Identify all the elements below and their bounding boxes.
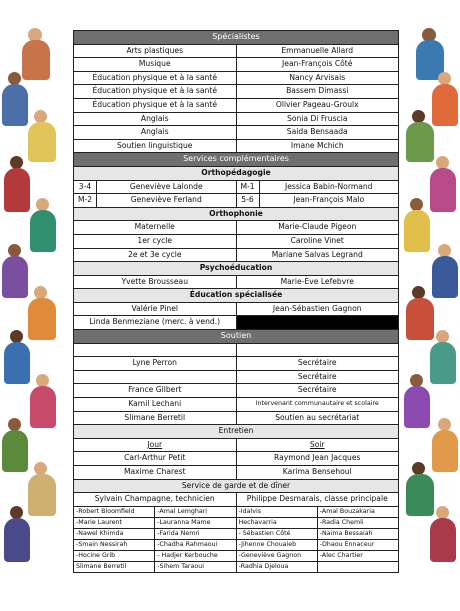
- table-row: Slimane Berretil Soutien au secrétariat: [74, 411, 398, 425]
- table-row: [74, 343, 398, 357]
- table-row: Maxime Charest Karima Bensehoul: [74, 465, 398, 479]
- table-row: Jour Soir: [74, 438, 398, 452]
- table-row: Anglais Sonia Di Fruscia: [74, 112, 398, 126]
- table-row: Maternelle Marie-Claude Pigeon: [74, 220, 398, 234]
- table-row: -Hocine Grib - Hadjer Kerbouche -Geneviève Gagnon -Alec Chartier: [74, 550, 398, 561]
- table-row: France Gilbert Secrétaire: [74, 383, 398, 397]
- table-row: 2e et 3e cycle Mariane Salvas Legrand: [74, 248, 398, 262]
- table-row: Soutien linguistique Imane Mchich: [74, 139, 398, 153]
- table-row: Musique Jean-François Côté: [74, 57, 398, 71]
- table-row: Slimane Berretil -Sihem Taraoui -Radhia Djeloua: [74, 561, 398, 572]
- table-row: Arts plastiques Emmanuelle Allard: [74, 44, 398, 58]
- section-header-soutien: Soutien: [74, 329, 398, 343]
- table-row: Lyne Perron Secrétaire: [74, 356, 398, 370]
- table-row: M-2 Geneviève Ferland 5-6 Jean-François Malo: [74, 193, 398, 207]
- table-row: Éducation physique et à la santé Bassem Dimassi: [74, 84, 398, 98]
- section-header-specialistes: Spécialistes: [74, 31, 398, 44]
- table-row: -Smain Nessirah -Chadha Rahmaoui -Jihenne Chouaieb -Dhaou Ennaceur: [74, 539, 398, 550]
- right-people-illustration: [398, 28, 460, 573]
- table-row: -Nawel Khimda -Farida Nemri - Sébastien Côté -Naima Bessaiah: [74, 528, 398, 539]
- subsection-header-garde: Service de garde et de dîner: [74, 479, 398, 493]
- table-row: Yvette Brousseau Marie-Ève Lefebvre: [74, 275, 398, 289]
- table-row: Anglais Saida Bensaada: [74, 125, 398, 139]
- table-row: 1er cycle Caroline Vinet: [74, 234, 398, 248]
- table-row: Éducation physique et à la santé Olivier Pageau-Groulx: [74, 98, 398, 112]
- subsection-header-orthopedagogie: Orthopédagogie: [74, 166, 398, 180]
- table-row: Secrétaire: [74, 370, 398, 384]
- table-row: -Robert Bloomfield -Amal Lemghari -Idalvis -Amal Bouzakaria: [74, 506, 398, 517]
- subsection-header-entretien: Entretien: [74, 424, 398, 438]
- table-row: Kamil Lechani Intervenant communautaire et scolaire: [74, 397, 398, 411]
- table-row: Sylvain Champagne, technicien Philippe Desmarais, classe principale: [74, 492, 398, 506]
- table-row: Éducation physique et à la santé Nancy Arvisais: [74, 71, 398, 85]
- subsection-header-psychoeducation: Psychoéducation: [74, 261, 398, 275]
- table-row: Linda Benmeziane (merc. à vend.): [74, 315, 398, 329]
- table-row: 3-4 Geneviève Lalonde M-1 Jessica Babin-Normand: [74, 180, 398, 194]
- section-header-services: Services complémentaires: [74, 152, 398, 166]
- table-row: -Marie Laurent -Lauranna Mame Hechavarria -Radia Chemli: [74, 517, 398, 528]
- redacted-cell: [236, 316, 399, 329]
- table-row: Carl-Arthur Petit Raymond Jean Jacques: [74, 451, 398, 465]
- staff-directory-table: [73, 30, 399, 573]
- table-row: Valérie Pinel Jean-Sébastien Gagnon: [74, 302, 398, 316]
- subsection-header-education-specialisee: Éducation spécialisée: [74, 288, 398, 302]
- subsection-header-orthophonie: Orthophonie: [74, 207, 398, 221]
- left-people-illustration: [0, 28, 62, 573]
